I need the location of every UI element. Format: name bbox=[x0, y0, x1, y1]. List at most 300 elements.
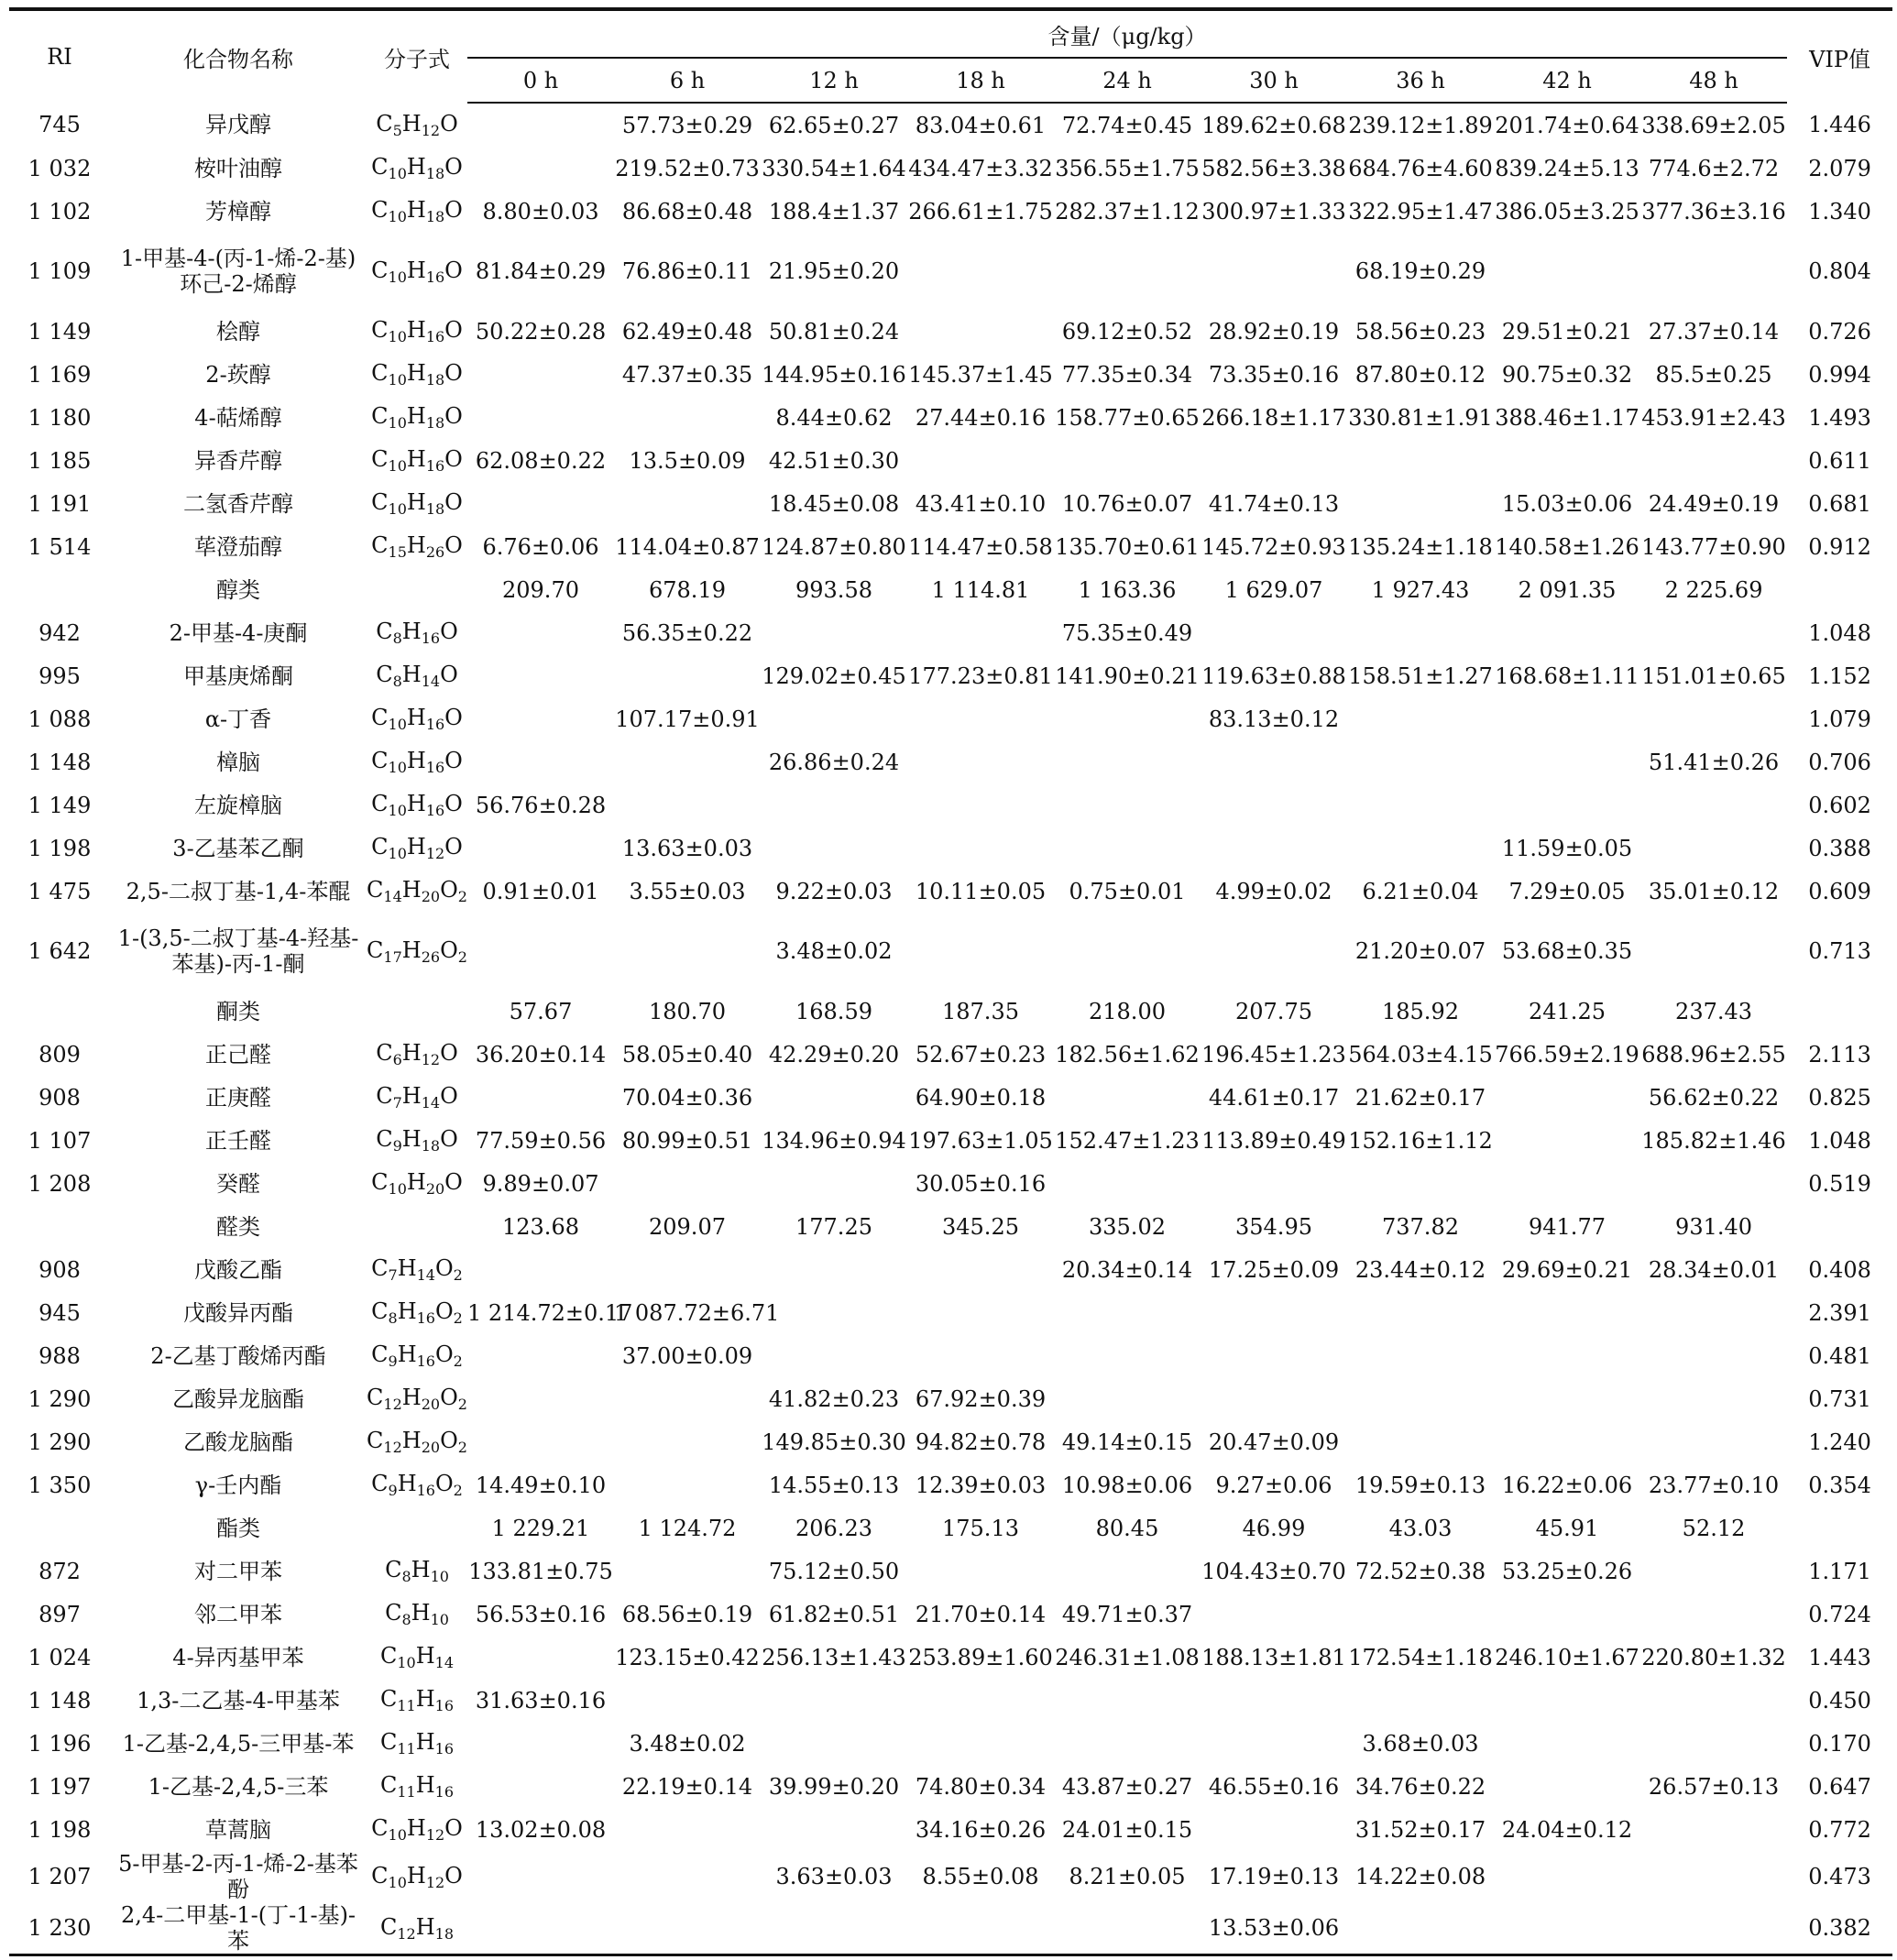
content-cell: 56.35±0.22 bbox=[621, 619, 753, 646]
ri-cell: 1 180 bbox=[27, 404, 92, 431]
formula-cell: $C_{10}H_{14}$ bbox=[379, 1643, 455, 1671]
content-cell: 218.00 bbox=[1089, 998, 1166, 1024]
content-cell: 24.01±0.15 bbox=[1061, 1816, 1193, 1843]
content-cell bbox=[1201, 439, 1347, 482]
content-cell: 152.16±1.12 bbox=[1348, 1127, 1493, 1154]
content-cell bbox=[1494, 1722, 1640, 1765]
formula-cell: $C_{10}H_{18}O$ bbox=[371, 489, 463, 518]
content-cell bbox=[467, 1420, 614, 1463]
vip-cell: 0.609 bbox=[1808, 878, 1871, 904]
content-cell bbox=[1347, 740, 1494, 783]
content-cell: 49.14±0.15 bbox=[1061, 1429, 1193, 1455]
compound-name-cell: 酯类 bbox=[216, 1515, 260, 1541]
content-cell: 335.02 bbox=[1089, 1213, 1166, 1240]
formula-cell: $C_9H_{16}O_2$ bbox=[371, 1341, 463, 1370]
vip-cell: 0.681 bbox=[1808, 490, 1871, 517]
content-cell bbox=[1494, 697, 1640, 740]
content-cell: 113.89±0.49 bbox=[1201, 1127, 1346, 1154]
content-cell bbox=[1347, 827, 1494, 870]
content-cell bbox=[1640, 1679, 1787, 1722]
content-cell: 8.21±0.05 bbox=[1069, 1864, 1186, 1889]
compound-name-cell: 正己醛 bbox=[205, 1041, 271, 1068]
ri-cell: 1 088 bbox=[27, 706, 92, 732]
compound-name-cell: 樟脑 bbox=[216, 749, 260, 775]
ri-cell: 809 bbox=[38, 1041, 81, 1068]
content-cell bbox=[761, 1679, 907, 1722]
content-cell: 28.92±0.19 bbox=[1208, 318, 1340, 345]
vip-cell: 0.354 bbox=[1808, 1472, 1871, 1498]
content-cell bbox=[467, 827, 614, 870]
content-cell bbox=[467, 697, 614, 740]
content-cell: 134.96±0.94 bbox=[762, 1127, 906, 1154]
content-cell bbox=[467, 482, 614, 525]
ri-cell: 1 207 bbox=[27, 1864, 92, 1889]
content-cell bbox=[1054, 1162, 1201, 1205]
formula-cell: $C_8H_{16}O$ bbox=[376, 619, 458, 647]
vip-cell: 1.171 bbox=[1808, 1558, 1871, 1584]
content-cell bbox=[1494, 1593, 1640, 1636]
ri-cell: 1 148 bbox=[27, 749, 92, 775]
ri-cell: 1 024 bbox=[27, 1644, 92, 1670]
content-cell: 70.04±0.36 bbox=[621, 1084, 753, 1111]
ri-cell: 1 197 bbox=[27, 1773, 92, 1800]
content-cell bbox=[1201, 1291, 1347, 1334]
compound-name-cell: 1-甲基-4-(丙-1-烯-2-基)环己-2-烯醇 bbox=[120, 246, 356, 297]
compound-name-cell: 2-乙基丁酸烯丙酯 bbox=[150, 1342, 326, 1369]
formula-cell bbox=[367, 1205, 467, 1248]
formula-cell bbox=[367, 990, 467, 1033]
content-cell: 22.19±0.14 bbox=[621, 1773, 753, 1800]
content-cell bbox=[1347, 1377, 1494, 1420]
header-compound-name: 化合物名称 bbox=[183, 46, 293, 72]
content-cell: 35.01±0.12 bbox=[1648, 878, 1780, 904]
content-cell bbox=[1201, 827, 1347, 870]
content-cell: 152.47±1.23 bbox=[1055, 1127, 1200, 1154]
content-cell bbox=[1201, 233, 1347, 310]
content-cell bbox=[1494, 1334, 1640, 1377]
ri-cell: 1 514 bbox=[27, 533, 92, 560]
content-cell bbox=[1640, 1162, 1787, 1205]
table-row bbox=[9, 525, 1892, 568]
content-cell: 188.4±1.37 bbox=[768, 198, 900, 224]
content-cell: 684.76±4.60 bbox=[1348, 155, 1493, 181]
content-cell: 43.41±0.10 bbox=[915, 490, 1047, 517]
content-cell bbox=[1054, 697, 1201, 740]
table-row bbox=[9, 1334, 1892, 1377]
ri-cell: 1 196 bbox=[27, 1730, 92, 1757]
compound-name-cell: 乙酸异龙脑酯 bbox=[172, 1385, 304, 1412]
content-cell: 1 629.07 bbox=[1224, 576, 1323, 603]
content-cell: 83.13±0.12 bbox=[1208, 706, 1340, 732]
content-cell bbox=[467, 1722, 614, 1765]
content-cell: 73.35±0.16 bbox=[1208, 361, 1340, 388]
content-cell: 149.85±0.30 bbox=[762, 1429, 906, 1455]
ri-cell: 1 149 bbox=[27, 792, 92, 818]
content-cell: 246.10±1.67 bbox=[1495, 1644, 1639, 1670]
table-row bbox=[9, 1162, 1892, 1205]
content-cell bbox=[614, 1162, 761, 1205]
content-cell: 31.52±0.17 bbox=[1354, 1816, 1486, 1843]
compound-name-cell: 2,4-二甲基-1-(丁-1-基)-苯 bbox=[120, 1902, 356, 1954]
content-cell bbox=[1640, 611, 1787, 654]
content-cell bbox=[1054, 740, 1201, 783]
formula-cell: $C_{10}H_{16}O$ bbox=[371, 257, 463, 286]
content-cell: 386.05±3.25 bbox=[1495, 198, 1639, 224]
content-cell bbox=[614, 783, 761, 827]
content-cell: 104.43±0.70 bbox=[1201, 1558, 1346, 1584]
table-row bbox=[9, 1808, 1892, 1851]
formula-cell: $C_{12}H_{20}O_2$ bbox=[367, 1385, 467, 1413]
content-cell bbox=[761, 1291, 907, 1334]
content-cell: 42.29±0.20 bbox=[768, 1041, 900, 1068]
content-cell: 158.51±1.27 bbox=[1348, 662, 1493, 689]
content-cell bbox=[1347, 1291, 1494, 1334]
content-cell: 6.76±0.06 bbox=[482, 533, 599, 560]
content-cell: 3.48±0.02 bbox=[629, 1730, 746, 1757]
content-cell bbox=[761, 697, 907, 740]
content-cell: 36.20±0.14 bbox=[475, 1041, 607, 1068]
table-row bbox=[9, 827, 1892, 870]
content-cell: 24.49±0.19 bbox=[1648, 490, 1780, 517]
content-cell: 41.82±0.23 bbox=[768, 1385, 900, 1412]
content-cell: 7.29±0.05 bbox=[1508, 878, 1626, 904]
content-cell: 1 927.43 bbox=[1371, 576, 1470, 603]
formula-cell: $C_{10}H_{20}O$ bbox=[371, 1169, 463, 1198]
table-row bbox=[9, 310, 1892, 353]
compound-name-cell: 1,3-二乙基-4-甲基苯 bbox=[137, 1687, 340, 1714]
content-cell bbox=[467, 913, 614, 990]
header-time-2: 12 h bbox=[761, 58, 907, 103]
formula-cell bbox=[367, 568, 467, 611]
vip-cell: 1.493 bbox=[1808, 404, 1871, 431]
ri-cell: 1 107 bbox=[27, 1127, 92, 1154]
content-cell: 64.90±0.18 bbox=[915, 1084, 1047, 1111]
content-cell: 688.96±2.55 bbox=[1641, 1041, 1786, 1068]
content-cell: 737.82 bbox=[1382, 1213, 1459, 1240]
ri-cell: 1 109 bbox=[27, 258, 92, 284]
content-cell bbox=[467, 654, 614, 697]
content-cell: 175.13 bbox=[942, 1515, 1019, 1541]
table-row bbox=[9, 1722, 1892, 1765]
content-cell bbox=[1494, 1119, 1640, 1162]
content-cell: 766.59±2.19 bbox=[1495, 1041, 1639, 1068]
content-cell: 107.17±0.91 bbox=[615, 706, 760, 732]
content-cell bbox=[761, 1902, 907, 1955]
table-row bbox=[9, 190, 1892, 233]
content-cell: 10.11±0.05 bbox=[915, 878, 1047, 904]
content-cell: 189.62±0.68 bbox=[1201, 112, 1346, 138]
content-cell bbox=[907, 697, 1054, 740]
content-cell bbox=[1494, 1420, 1640, 1463]
formula-cell: $C_{10}H_{16}O$ bbox=[371, 748, 463, 776]
content-cell bbox=[467, 103, 614, 147]
vip-cell: 0.825 bbox=[1808, 1084, 1871, 1111]
content-cell bbox=[614, 1679, 761, 1722]
content-cell bbox=[907, 1334, 1054, 1377]
content-cell: 13.02±0.08 bbox=[475, 1816, 607, 1843]
content-cell: 1 229.21 bbox=[491, 1515, 590, 1541]
content-cell: 201.74±0.64 bbox=[1495, 112, 1639, 138]
ri-cell bbox=[9, 1506, 110, 1549]
content-cell: 76.86±0.11 bbox=[621, 258, 753, 284]
content-cell bbox=[1054, 827, 1201, 870]
content-cell: 46.55±0.16 bbox=[1208, 1773, 1340, 1800]
content-cell: 53.25±0.26 bbox=[1501, 1558, 1633, 1584]
content-cell: 58.56±0.23 bbox=[1354, 318, 1486, 345]
summary-row bbox=[9, 568, 1892, 611]
content-cell: 8.55±0.08 bbox=[922, 1864, 1039, 1889]
content-cell: 177.23±0.81 bbox=[908, 662, 1053, 689]
content-cell: 209.07 bbox=[649, 1213, 726, 1240]
content-cell: 68.56±0.19 bbox=[621, 1601, 753, 1627]
content-cell: 8.44±0.62 bbox=[775, 404, 893, 431]
content-cell: 37.00±0.09 bbox=[621, 1342, 753, 1369]
header-time-6: 36 h bbox=[1347, 58, 1494, 103]
header-formula: 分子式 bbox=[384, 46, 450, 72]
vip-cell: 0.706 bbox=[1808, 749, 1871, 775]
vip-cell: 1.446 bbox=[1808, 112, 1871, 137]
content-cell bbox=[1494, 439, 1640, 482]
table-row bbox=[9, 697, 1892, 740]
content-cell bbox=[1054, 1076, 1201, 1119]
content-cell bbox=[907, 611, 1054, 654]
compound-name-cell: 戊酸异丙酯 bbox=[183, 1299, 293, 1326]
content-cell bbox=[467, 1902, 614, 1955]
vip-cell: 0.724 bbox=[1808, 1601, 1871, 1627]
header-time-0: 0 h bbox=[467, 58, 614, 103]
content-cell: 172.54±1.18 bbox=[1348, 1644, 1493, 1670]
content-cell bbox=[1054, 1377, 1201, 1420]
table-row bbox=[9, 1679, 1892, 1722]
content-cell bbox=[1640, 1593, 1787, 1636]
compound-name-cell: 1-(3,5-二叔丁基-4-羟基-苯基)-丙-1-酮 bbox=[117, 925, 359, 977]
content-cell: 256.13±1.43 bbox=[762, 1644, 906, 1670]
compound-name-cell: 荜澄茄醇 bbox=[194, 533, 282, 560]
content-cell bbox=[761, 1722, 907, 1765]
compound-name-cell: 2,5-二叔丁基-1,4-苯醌 bbox=[126, 878, 351, 904]
content-cell: 61.82±0.51 bbox=[768, 1601, 900, 1627]
content-cell bbox=[1494, 1765, 1640, 1808]
formula-cell: $C_8H_{10}$ bbox=[385, 1600, 449, 1628]
content-cell bbox=[1201, 1334, 1347, 1377]
content-cell bbox=[761, 1248, 907, 1291]
ri-cell: 1 198 bbox=[27, 1816, 92, 1843]
vip-cell bbox=[1787, 1205, 1892, 1248]
content-cell: 19.59±0.13 bbox=[1354, 1472, 1486, 1498]
vip-cell: 0.170 bbox=[1808, 1730, 1871, 1757]
content-cell: 3.55±0.03 bbox=[629, 878, 746, 904]
content-cell: 9.27±0.06 bbox=[1215, 1472, 1332, 1498]
header-time-3: 18 h bbox=[907, 58, 1054, 103]
content-cell: 564.03±4.15 bbox=[1348, 1041, 1493, 1068]
content-cell: 123.68 bbox=[502, 1213, 579, 1240]
table-row bbox=[9, 396, 1892, 439]
content-cell bbox=[1347, 1593, 1494, 1636]
table-row bbox=[9, 611, 1892, 654]
content-cell: 8.80±0.03 bbox=[482, 198, 599, 224]
table-row bbox=[9, 1851, 1892, 1902]
formula-cell: $C_{10}H_{18}O$ bbox=[371, 403, 463, 432]
vip-cell: 0.602 bbox=[1808, 792, 1871, 818]
compound-name-cell: 1-乙基-2,4,5-三苯 bbox=[148, 1773, 329, 1800]
ri-cell: 1 350 bbox=[27, 1472, 92, 1498]
content-cell bbox=[1054, 1334, 1201, 1377]
content-cell: 14.49±0.10 bbox=[475, 1472, 607, 1498]
content-cell: 135.24±1.18 bbox=[1348, 533, 1493, 560]
content-cell: 20.47±0.09 bbox=[1208, 1429, 1340, 1455]
content-cell: 119.63±0.88 bbox=[1201, 662, 1346, 689]
content-cell bbox=[761, 1076, 907, 1119]
content-cell: 168.68±1.11 bbox=[1495, 662, 1639, 689]
content-cell bbox=[1201, 783, 1347, 827]
content-cell bbox=[1494, 783, 1640, 827]
summary-row bbox=[9, 1506, 1892, 1549]
content-cell bbox=[1054, 1679, 1201, 1722]
formula-cell: $C_9H_{18}O$ bbox=[376, 1126, 458, 1155]
compound-name-cell: 左旋樟脑 bbox=[194, 792, 282, 818]
ri-cell: 1 185 bbox=[27, 447, 92, 474]
vip-cell: 0.481 bbox=[1808, 1342, 1871, 1369]
formula-cell bbox=[367, 1506, 467, 1549]
content-cell: 177.25 bbox=[795, 1213, 872, 1240]
content-cell bbox=[614, 482, 761, 525]
content-cell: 50.81±0.24 bbox=[768, 318, 900, 345]
compound-name-cell: 正壬醛 bbox=[205, 1127, 271, 1154]
content-cell: 10.76±0.07 bbox=[1061, 490, 1193, 517]
content-cell: 1 214.72±0.17 bbox=[467, 1299, 633, 1326]
content-cell bbox=[907, 1549, 1054, 1593]
header-time-7: 42 h bbox=[1494, 58, 1640, 103]
content-cell: 26.57±0.13 bbox=[1648, 1773, 1780, 1800]
content-cell bbox=[1640, 697, 1787, 740]
compound-name-cell: 邻二甲苯 bbox=[194, 1601, 282, 1627]
content-cell bbox=[907, 1291, 1054, 1334]
content-cell bbox=[614, 1549, 761, 1593]
table-row bbox=[9, 1636, 1892, 1679]
table-row bbox=[9, 1593, 1892, 1636]
compound-name-cell: 2-莰醇 bbox=[205, 361, 271, 388]
formula-cell: $C_{10}H_{16}O$ bbox=[371, 317, 463, 345]
vip-cell bbox=[1787, 568, 1892, 611]
content-cell: 434.47±3.32 bbox=[908, 155, 1053, 181]
content-cell bbox=[1054, 783, 1201, 827]
content-cell bbox=[467, 740, 614, 783]
content-cell bbox=[1640, 1377, 1787, 1420]
ri-cell: 1 198 bbox=[27, 835, 92, 861]
compound-name-cell: 对二甲苯 bbox=[194, 1558, 282, 1584]
content-cell: 168.59 bbox=[795, 998, 872, 1024]
content-cell: 34.16±0.26 bbox=[915, 1816, 1047, 1843]
vip-cell bbox=[1787, 990, 1892, 1033]
formula-cell: $C_8H_{16}O_2$ bbox=[371, 1298, 463, 1327]
content-cell: 133.81±0.75 bbox=[468, 1558, 613, 1584]
content-cell: 839.24±5.13 bbox=[1495, 155, 1639, 181]
vip-cell: 0.519 bbox=[1808, 1170, 1871, 1197]
header-time-8: 48 h bbox=[1640, 58, 1787, 103]
content-cell: 30.05±0.16 bbox=[915, 1170, 1047, 1197]
content-cell: 23.44±0.12 bbox=[1354, 1256, 1486, 1283]
content-cell bbox=[907, 827, 1054, 870]
content-cell bbox=[614, 1902, 761, 1955]
table-row bbox=[9, 1420, 1892, 1463]
content-cell: 6.21±0.04 bbox=[1362, 878, 1479, 904]
table-row bbox=[9, 1765, 1892, 1808]
content-cell bbox=[1640, 1420, 1787, 1463]
content-cell bbox=[467, 1076, 614, 1119]
compound-name-cell: 酮类 bbox=[216, 998, 260, 1024]
content-cell bbox=[1201, 740, 1347, 783]
content-cell bbox=[761, 1334, 907, 1377]
content-cell bbox=[1640, 1902, 1787, 1955]
vip-cell: 0.731 bbox=[1808, 1385, 1871, 1412]
content-cell bbox=[1347, 697, 1494, 740]
compound-name-cell: 1-乙基-2,4,5-三甲基-苯 bbox=[122, 1730, 355, 1757]
content-cell bbox=[1054, 1291, 1201, 1334]
content-cell bbox=[614, 1420, 761, 1463]
formula-cell: $C_8H_{10}$ bbox=[385, 1557, 449, 1585]
formula-cell: $C_{10}H_{16}O$ bbox=[371, 705, 463, 733]
content-cell: 29.51±0.21 bbox=[1501, 318, 1633, 345]
content-cell: 21.70±0.14 bbox=[915, 1601, 1047, 1627]
content-cell: 143.77±0.90 bbox=[1641, 533, 1786, 560]
content-cell bbox=[1640, 233, 1787, 310]
content-cell bbox=[1201, 611, 1347, 654]
formula-cell: $C_{10}H_{18}O$ bbox=[371, 360, 463, 389]
content-cell bbox=[467, 1377, 614, 1420]
formula-cell: $C_{15}H_{26}O$ bbox=[371, 532, 463, 561]
content-cell: 453.91±2.43 bbox=[1641, 404, 1786, 431]
ri-cell bbox=[9, 568, 110, 611]
content-cell bbox=[467, 611, 614, 654]
content-cell bbox=[907, 1679, 1054, 1722]
content-cell bbox=[467, 1636, 614, 1679]
content-cell: 144.95±0.16 bbox=[762, 361, 906, 388]
ri-cell: 945 bbox=[38, 1299, 81, 1326]
content-cell bbox=[1640, 1291, 1787, 1334]
content-cell bbox=[1640, 1549, 1787, 1593]
content-cell: 322.95±1.47 bbox=[1348, 198, 1493, 224]
content-cell bbox=[1494, 1076, 1640, 1119]
content-cell: 330.81±1.91 bbox=[1348, 404, 1493, 431]
content-cell: 124.87±0.80 bbox=[762, 533, 906, 560]
compound-name-cell: α-丁香 bbox=[204, 706, 272, 732]
summary-row bbox=[9, 990, 1892, 1033]
vip-cell: 0.994 bbox=[1808, 361, 1871, 388]
content-cell: 43.03 bbox=[1388, 1515, 1453, 1541]
content-cell bbox=[907, 310, 1054, 353]
formula-cell: $C_{11}H_{16}$ bbox=[379, 1772, 455, 1801]
ri-cell: 1 169 bbox=[27, 361, 92, 388]
content-cell: 774.6±2.72 bbox=[1648, 155, 1780, 181]
compound-name-cell: 3-乙基苯乙酮 bbox=[172, 835, 304, 861]
content-cell: 388.46±1.17 bbox=[1495, 404, 1639, 431]
ri-cell bbox=[9, 990, 110, 1033]
table-row bbox=[9, 1377, 1892, 1420]
content-cell bbox=[614, 396, 761, 439]
formula-cell: $C_{12}H_{18}$ bbox=[379, 1913, 455, 1943]
content-cell: 67.92±0.39 bbox=[915, 1385, 1047, 1412]
content-cell bbox=[907, 1722, 1054, 1765]
vip-cell: 1.048 bbox=[1808, 619, 1871, 646]
ri-cell: 745 bbox=[38, 112, 81, 137]
content-cell bbox=[1201, 1162, 1347, 1205]
content-cell bbox=[1054, 1902, 1201, 1955]
vip-cell: 1.240 bbox=[1808, 1429, 1871, 1455]
vip-cell: 0.382 bbox=[1808, 1915, 1871, 1941]
content-cell: 220.80±1.32 bbox=[1641, 1644, 1786, 1670]
ri-cell: 1 290 bbox=[27, 1385, 92, 1412]
content-cell bbox=[1494, 1291, 1640, 1334]
